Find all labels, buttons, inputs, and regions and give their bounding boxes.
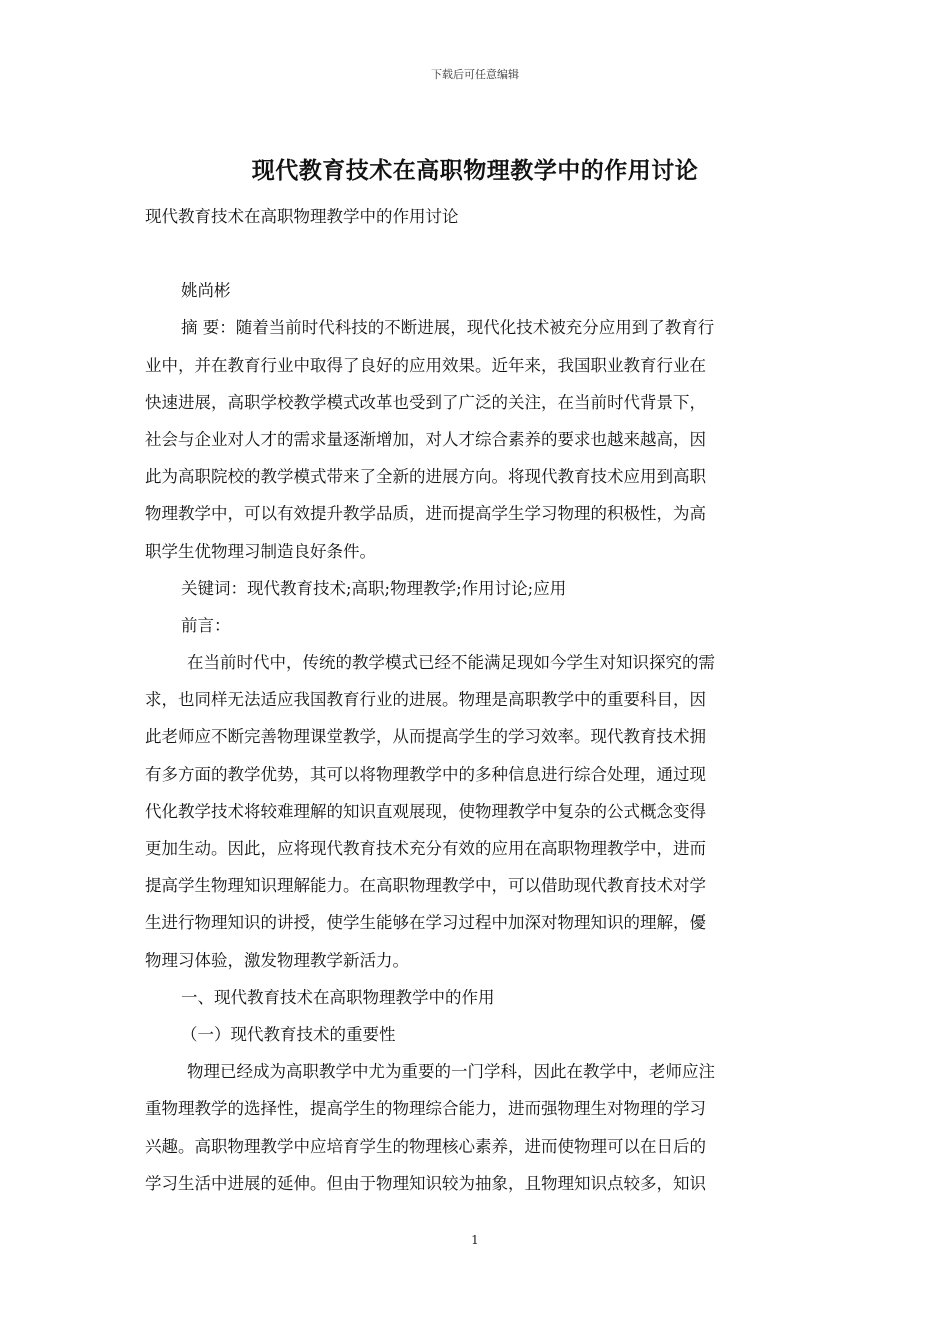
section-heading: 一、现代教育技术在高职物理教学中的作用 — [181, 987, 495, 1007]
abstract-line: 职学生优物理习制造良好条件。 — [145, 541, 376, 561]
paragraph-line: 物理习体验，激发物理教学新活力。 — [145, 950, 409, 970]
page-number: 1 — [471, 1233, 479, 1247]
paragraph-line: 更加生动。因此，应将现代教育技术充分有效的应用在高职物理教学中，进而 — [145, 839, 706, 858]
preface-heading: 前言： — [181, 615, 231, 635]
author: 姚尚彬 — [181, 281, 231, 301]
document-title: 现代教育技术在高职物理教学中的作用讨论 — [251, 157, 699, 184]
abstract-line: 物理教学中，可以有效提升教学品质，进而提高学生学习物理的积极性，为高 — [145, 504, 706, 524]
abstract-line: 业中，并在教育行业中取得了良好的应用效果。近年来，我国职业教育行业在 — [145, 355, 706, 375]
paragraph-line: 求，也同样无法适应我国教育行业的进展。物理是高职教学中的重要科目，因 — [145, 690, 706, 710]
page-header: 下载后可任意编辑 — [431, 68, 519, 81]
keywords: 关键词：现代教育技术;高职;物理教学;作用讨论;应用 — [181, 578, 567, 598]
paragraph-line: 物理已经成为高职教学中尤为重要的一门学科，因此在教学中，老师应注 — [187, 1062, 715, 1082]
paragraph-line: 重物理教学的选择性，提高学生的物理综合能力，进而强物理生对物理的学习 — [145, 1099, 706, 1119]
abstract-line: 此为高职院校的教学模式带来了全新的进展方向。将现代教育技术应用到高职 — [145, 467, 706, 487]
paragraph-line: 有多方面的教学优势，其可以将物理教学中的多种信息进行综合处理，通过现 — [145, 764, 706, 784]
paragraph-line: 兴趣。高职物理教学中应培育学生的物理核心素养，进而使物理可以在日后的 — [145, 1136, 706, 1156]
abstract-line: 社会与企业对人才的需求量逐渐增加，对人才综合素养的要求也越来越高，因 — [145, 429, 706, 449]
paragraph-line: 代化教学技术将较难理解的知识直观展现，使物理教学中复杂的公式概念变得 — [145, 801, 706, 821]
paragraph-line: 提高学生物理知识理解能力。在高职物理教学中，可以借助现代教育技术对学 — [145, 876, 706, 896]
paragraph-line: 生进行物理知识的讲授，使学生能够在学习过程中加深对物理知识的理解，優 — [145, 913, 706, 933]
document-body — [145, 198, 805, 1202]
paragraph-line: 学习生活中进展的延伸。但由于物理知识较为抽象，且物理知识点较多，知识 — [145, 1173, 706, 1193]
spacer — [145, 235, 805, 272]
abstract-line: 快速进展，高职学校教学模式改革也受到了广泛的关注，在当前时代背景下， — [145, 392, 706, 412]
paragraph-line: 在当前时代中，传统的教学模式已经不能满足现如今学生对知识探究的需 — [187, 653, 715, 673]
subsection-heading: （一）现代教育技术的重要性 — [181, 1024, 396, 1044]
subtitle-line: 现代教育技术在高职物理教学中的作用讨论 — [145, 207, 459, 226]
abstract-line: 摘 要：随着当前时代科技的不断进展，现代化技术被充分应用到了教育行 — [181, 318, 715, 338]
paragraph-line: 此老师应不断完善物理课堂教学，从而提高学生的学习效率。现代教育技术拥 — [145, 727, 706, 747]
